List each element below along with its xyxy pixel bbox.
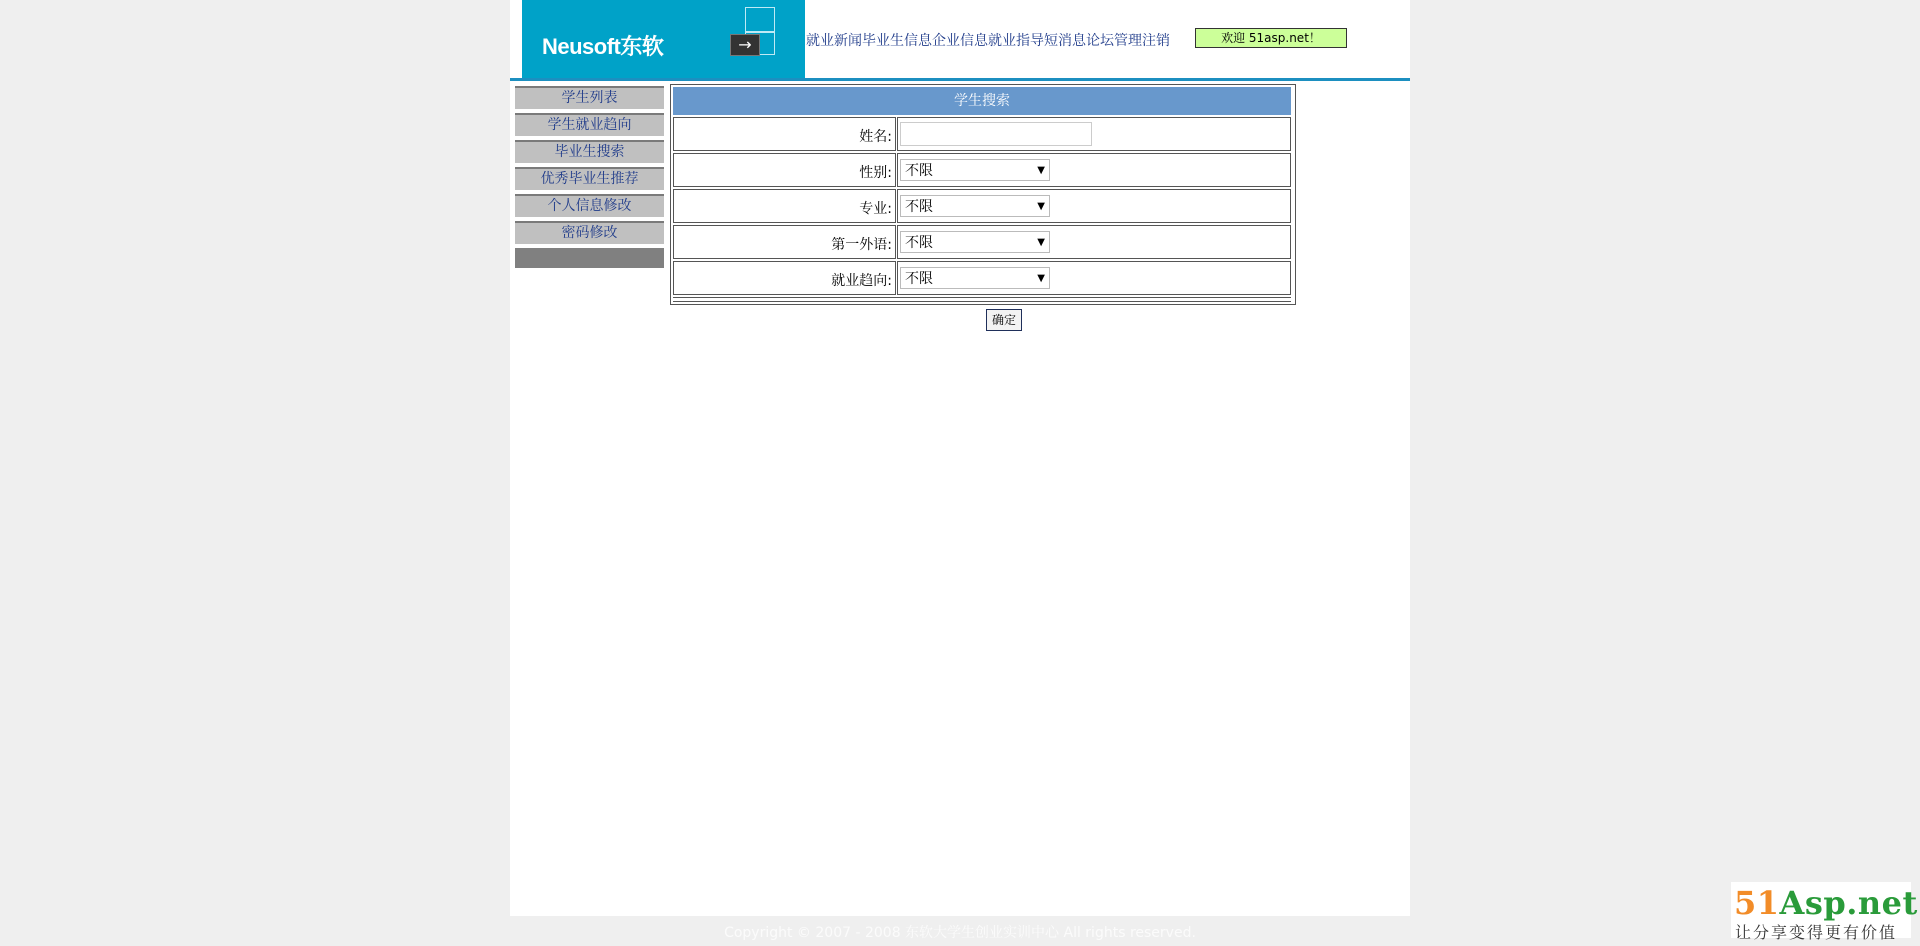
sidebar-item-profile-edit[interactable]: 个人信息修改 [515,194,664,217]
sidebar-item-career-trend[interactable]: 学生就业趋向 [515,113,664,136]
sidebar [515,86,664,268]
watermark-asp: Asp.net [1779,884,1918,922]
language-select-value: 不限 [905,235,933,251]
sidebar-item-student-list[interactable]: 学生列表 [515,86,664,109]
name-input[interactable] [900,122,1092,146]
chevron-down-icon: ▼ [1037,237,1045,248]
gender-select-value: 不限 [905,163,933,179]
label-cell [673,225,896,259]
form-row-language [673,225,1291,259]
chevron-down-icon: ▼ [1037,201,1045,212]
name-label: 姓名: [859,129,892,145]
form-row-career [673,261,1291,295]
field-cell [897,261,1291,295]
panel-title: 学生搜索 [673,87,1291,115]
label-cell [673,261,896,295]
career-label: 就业趋向: [831,273,892,289]
logo-square-icon [745,7,775,33]
field-cell [897,117,1291,151]
watermark-num: 51 [1734,884,1780,922]
nav-logout[interactable]: 注销 [1142,33,1170,49]
career-select-value: 不限 [905,271,933,287]
label-cell [673,117,896,151]
logo-text: Neusoft东软 [542,34,664,59]
field-cell [897,225,1291,259]
top-nav [806,30,1170,50]
neusoft-logo[interactable] [522,0,805,78]
nav-career-guide[interactable]: 就业指导 [988,33,1044,49]
nav-graduate-info[interactable]: 毕业生信息 [862,33,932,49]
form-row-major [673,189,1291,223]
sidebar-item-recommend[interactable]: 优秀毕业生推荐 [515,167,664,190]
copyright-text: Copyright © 2007 - 2008 东软大学生创业实训中心 All rights reserved. [724,925,1196,941]
page-container [510,0,1410,916]
label-cell [673,153,896,187]
watermark-title [1734,884,1918,922]
51asp-watermark [1731,882,1918,942]
field-cell [897,153,1291,187]
nav-company-info[interactable]: 企业信息 [932,33,988,49]
language-label: 第一外语: [831,237,892,253]
nav-employment-news[interactable]: 就业新闻 [806,33,862,49]
label-cell [673,189,896,223]
watermark-slogan: 让分享变得更有价值 [1735,923,1898,942]
chevron-down-icon: ▼ [1037,165,1045,176]
nav-forum-admin[interactable]: 论坛管理 [1086,33,1142,49]
form-row-name [673,117,1291,151]
gender-label: 性别: [859,165,892,181]
student-search-panel [670,84,1296,305]
gender-select[interactable] [900,159,1050,181]
welcome-badge: 欢迎 51asp.net！ [1195,28,1347,48]
panel-bottom-border [673,297,1291,302]
sidebar-footer-bar [515,248,664,268]
major-select-value: 不限 [905,199,933,215]
sidebar-item-password[interactable]: 密码修改 [515,221,664,244]
nav-messages[interactable]: 短消息 [1044,33,1086,49]
sidebar-item-graduate-search[interactable]: 毕业生搜索 [515,140,664,163]
field-cell [897,189,1291,223]
career-select[interactable] [900,267,1050,289]
form-row-gender [673,153,1291,187]
site-header [510,0,1410,81]
language-select[interactable] [900,231,1050,253]
chevron-down-icon: ▼ [1037,273,1045,284]
major-label: 专业: [859,201,892,217]
confirm-button[interactable]: 确定 [986,309,1022,331]
major-select[interactable] [900,195,1050,217]
arrow-right-icon: → [730,34,760,56]
